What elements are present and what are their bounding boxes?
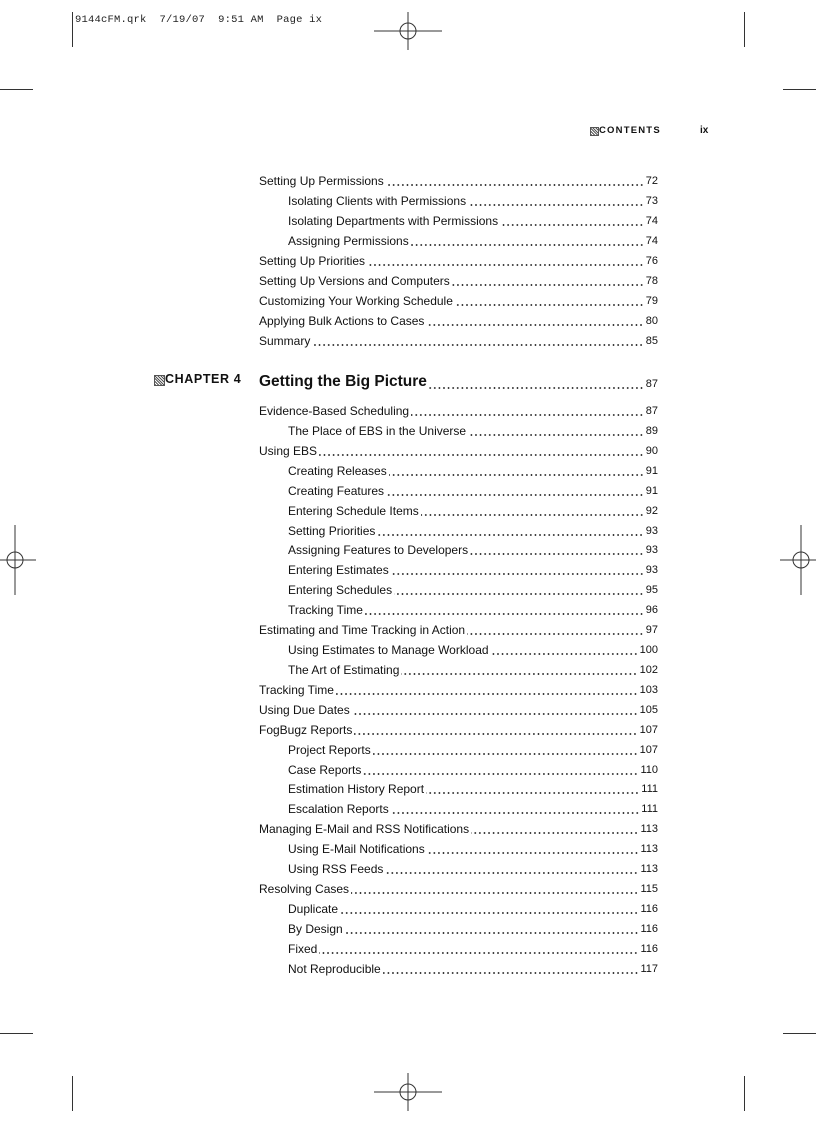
dot-leader [429, 376, 644, 390]
slug-date: 7/19/07 [159, 14, 206, 26]
chapter-number: CHAPTER 4 [165, 372, 242, 386]
toc-entry-label: Estimating and Time Tracking in Action [259, 623, 466, 638]
slug-file: 9144cFM.qrk [75, 14, 147, 26]
dot-leader [345, 921, 639, 935]
toc-entry-page-number: 72 [645, 175, 658, 187]
toc-entry[interactable] [259, 820, 658, 836]
toc-entry-page-number: 73 [645, 195, 658, 207]
toc-entry[interactable] [259, 332, 658, 348]
toc-entry[interactable] [288, 541, 658, 557]
toc-entry-page-number: 93 [645, 544, 658, 557]
toc-entry-label: Entering Schedule Items [288, 503, 419, 518]
toc-entry-page-number: 92 [645, 504, 658, 517]
toc-entry-page-number: 91 [645, 464, 658, 477]
dot-leader [386, 173, 644, 187]
toc-entry-page-number: 91 [645, 484, 658, 497]
toc-entry-page-number: 100 [639, 644, 658, 657]
slug-time: 9:51 AM [218, 14, 264, 26]
toc-entry-page-number: 110 [640, 763, 658, 776]
toc-entry-label: Estimation History Report [288, 782, 425, 797]
toc-entry[interactable] [259, 621, 658, 637]
toc-entry-page-number: 113 [640, 863, 658, 876]
dot-leader [467, 622, 644, 636]
toc-entry-label: Isolating Clients with Permissions [288, 194, 467, 208]
dot-leader [352, 702, 638, 716]
dot-leader [391, 801, 640, 815]
dot-leader [385, 861, 638, 875]
toc-entry[interactable] [259, 442, 658, 458]
toc-entry[interactable] [288, 761, 658, 777]
dot-leader [471, 821, 638, 835]
crop-mark-bottom-left-h [0, 1033, 33, 1034]
running-head [590, 125, 710, 139]
registration-mark-right [780, 525, 816, 595]
toc-entry-label: By Design [288, 921, 343, 936]
toc-entry-label: Resolving Cases [259, 882, 350, 897]
toc-entry-label: Creating Releases [288, 463, 387, 478]
toc-entry-label: Using Due Dates [259, 702, 350, 717]
dot-leader [363, 762, 638, 776]
toc-entry-label: Using Estimates to Manage Workload [288, 643, 489, 658]
toc-entry[interactable] [288, 192, 658, 208]
toc-entry-page-number: 76 [645, 255, 658, 267]
toc-entry-label: Tracking Time [288, 603, 363, 618]
toc-entry[interactable] [288, 840, 658, 856]
registration-mark-left [0, 525, 36, 595]
toc-entry-page-number: 93 [645, 564, 658, 577]
toc-entry[interactable] [259, 272, 658, 288]
toc-entry-label: Escalation Reports [288, 802, 389, 817]
dot-leader [386, 483, 644, 497]
toc-entry-page-number: 97 [645, 624, 658, 637]
toc-entry-label: Evidence-Based Scheduling [259, 404, 410, 418]
toc-entry-label: Customizing Your Working Schedule [259, 294, 453, 308]
toc-entry-label: Duplicate [288, 902, 339, 916]
toc-entry[interactable] [259, 681, 658, 697]
dot-leader [468, 423, 644, 437]
crop-mark-bottom-right-h [783, 1033, 816, 1034]
toc-entry[interactable] [288, 601, 658, 617]
toc-entry-page-number: 96 [645, 604, 658, 617]
dot-leader [411, 233, 644, 247]
toc-entry[interactable] [288, 581, 658, 597]
toc-entry-label: Not Reproducible [288, 961, 381, 976]
toc-entry-label: Summary [259, 334, 311, 348]
toc-entry-label: Assigning Features to Developers [288, 543, 469, 558]
toc-entry[interactable] [259, 252, 658, 268]
toc-entry-page-number: 93 [645, 524, 658, 537]
dot-leader [389, 463, 644, 477]
crop-mark-bottom-left-v [72, 1076, 73, 1111]
toc-entry-page-number: 95 [645, 584, 658, 597]
crop-mark-top-left-v [72, 12, 73, 47]
dot-leader [383, 961, 639, 975]
dot-leader [351, 881, 638, 895]
dot-leader [452, 273, 644, 287]
crop-mark-top-right-h [783, 89, 816, 90]
toc-entry-page-number: 113 [640, 823, 658, 836]
chapter-title-entry[interactable] [259, 369, 658, 391]
toc-entry[interactable] [288, 780, 658, 796]
toc-entry-label: FogBugz Reports [259, 722, 353, 737]
toc-entry[interactable] [259, 701, 658, 717]
dot-leader [377, 523, 643, 537]
toc-entry[interactable] [288, 462, 658, 478]
toc-entry[interactable] [288, 641, 658, 657]
registration-mark-top [374, 12, 442, 50]
toc-entry-page-number: 116 [640, 942, 658, 955]
toc-entry-label: Entering Schedules [288, 583, 393, 598]
toc-entry-label: Entering Estimates [288, 563, 389, 578]
chapter-title: Getting the Big Picture [259, 373, 427, 390]
dot-leader [319, 443, 644, 457]
dot-leader [367, 253, 644, 267]
toc-entry[interactable] [259, 292, 658, 308]
dot-leader [319, 941, 638, 955]
dot-leader [401, 662, 637, 676]
toc-entry-page-number: 102 [639, 663, 658, 676]
toc-entry[interactable] [288, 920, 658, 936]
toc-entry-page-number: 105 [639, 703, 658, 716]
toc-entry-page-number: 113 [640, 843, 658, 856]
toc-entry[interactable] [288, 960, 658, 976]
toc-entry-label: Tracking Time [259, 682, 334, 697]
toc-entry-label: The Place of EBS in the Universe [288, 423, 467, 438]
crop-mark-bottom-right-v [744, 1076, 745, 1111]
toc-entry-label: Using EBS [259, 443, 318, 458]
toc-entry[interactable] [288, 522, 658, 538]
toc-entry[interactable] [288, 900, 658, 916]
toc-entry[interactable] [288, 502, 658, 518]
toc-entry[interactable] [259, 312, 658, 328]
toc-entry[interactable] [288, 482, 658, 498]
toc-entry[interactable] [288, 661, 658, 677]
toc-entry-page-number: 116 [640, 922, 658, 935]
toc-entry-page-number: 103 [639, 683, 658, 696]
toc-entry-label: Using RSS Feeds [288, 862, 384, 877]
toc-entry-label: Managing E-Mail and RSS Notifications [259, 822, 470, 837]
dot-leader [373, 742, 638, 756]
dot-leader [470, 542, 644, 556]
toc-entry-label: Applying Bulk Actions to Cases [259, 314, 425, 328]
toc-entry-page-number: 74 [645, 235, 658, 247]
dot-leader [391, 562, 644, 576]
toc-entry[interactable] [288, 232, 658, 248]
dot-leader [500, 213, 644, 227]
toc-entry-page-number: 78 [645, 275, 658, 287]
toc-entry-label: Project Reports [288, 742, 371, 757]
dot-leader [426, 313, 643, 327]
toc-entry-page-number: 107 [639, 723, 658, 736]
toc-entry-page-number: 85 [645, 335, 658, 347]
dot-leader [411, 403, 644, 417]
toc-entry-label: Creating Features [288, 483, 385, 498]
dot-leader [336, 682, 638, 696]
toc-entry-label: The Art of Estimating [288, 662, 400, 677]
toc-entry[interactable] [259, 721, 658, 737]
printer-slug [75, 14, 322, 26]
running-head-page-number: ix [700, 125, 709, 136]
dot-leader [421, 503, 644, 517]
toc-entry-label: Setting Up Permissions [259, 174, 384, 188]
toc-entry-page-number: 107 [639, 743, 658, 756]
toc-entry-page-number: 80 [645, 315, 658, 327]
toc-entry-label: Setting Up Versions and Computers [259, 274, 450, 288]
section-marker-icon [590, 127, 599, 136]
chapter-page-number: 87 [645, 378, 658, 390]
dot-leader [491, 642, 638, 656]
dot-leader [468, 193, 644, 207]
toc-entry-page-number: 74 [645, 215, 658, 227]
registration-mark-bottom [374, 1073, 442, 1111]
dot-leader [354, 722, 637, 736]
crop-mark-top-left-h [0, 89, 33, 90]
dot-leader [365, 602, 644, 616]
toc-entry-page-number: 87 [645, 405, 658, 417]
dot-leader [455, 293, 644, 307]
toc-entry-label: Isolating Departments with Permissions [288, 214, 499, 228]
toc-entry-page-number: 111 [641, 803, 658, 816]
toc-entry[interactable] [288, 860, 658, 876]
toc-entry[interactable] [288, 800, 658, 816]
toc-entry-page-number: 117 [640, 962, 658, 975]
toc-entry[interactable] [259, 402, 658, 418]
crop-mark-top-right-v [744, 12, 745, 47]
toc-entry-page-number: 115 [640, 883, 658, 896]
chapter-marker-icon [154, 375, 165, 386]
toc-entry-page-number: 90 [645, 444, 658, 457]
toc-entry[interactable] [288, 741, 658, 757]
toc-entry[interactable] [288, 422, 658, 438]
toc-entry-label: Setting Up Priorities [259, 254, 366, 268]
toc-entry[interactable] [259, 880, 658, 896]
toc-entry-page-number: 111 [641, 783, 658, 796]
toc-entry[interactable] [259, 172, 658, 188]
dot-leader [340, 901, 638, 915]
toc-entry-label: Case Reports [288, 762, 362, 777]
toc-entry-page-number: 79 [645, 295, 658, 307]
toc-entry-page-number: 89 [645, 424, 658, 437]
dot-leader [426, 781, 639, 795]
toc-entry[interactable] [288, 940, 658, 956]
slug-page: Page ix [276, 14, 323, 26]
toc-entry[interactable] [288, 561, 658, 577]
toc-entry[interactable] [288, 212, 658, 228]
toc-entry-label: Setting Priorities [288, 523, 376, 538]
toc-entry-label: Using E-Mail Notifications [288, 842, 425, 857]
dot-leader [394, 582, 644, 596]
toc-entry-page-number: 116 [640, 903, 658, 915]
toc-entry-label: Assigning Permissions [288, 234, 409, 248]
toc-entry-label: Fixed [288, 941, 318, 956]
chapter-label [154, 371, 254, 391]
dot-leader [427, 841, 639, 855]
dot-leader [312, 333, 643, 347]
running-head-title: CONTENTS [599, 125, 661, 136]
